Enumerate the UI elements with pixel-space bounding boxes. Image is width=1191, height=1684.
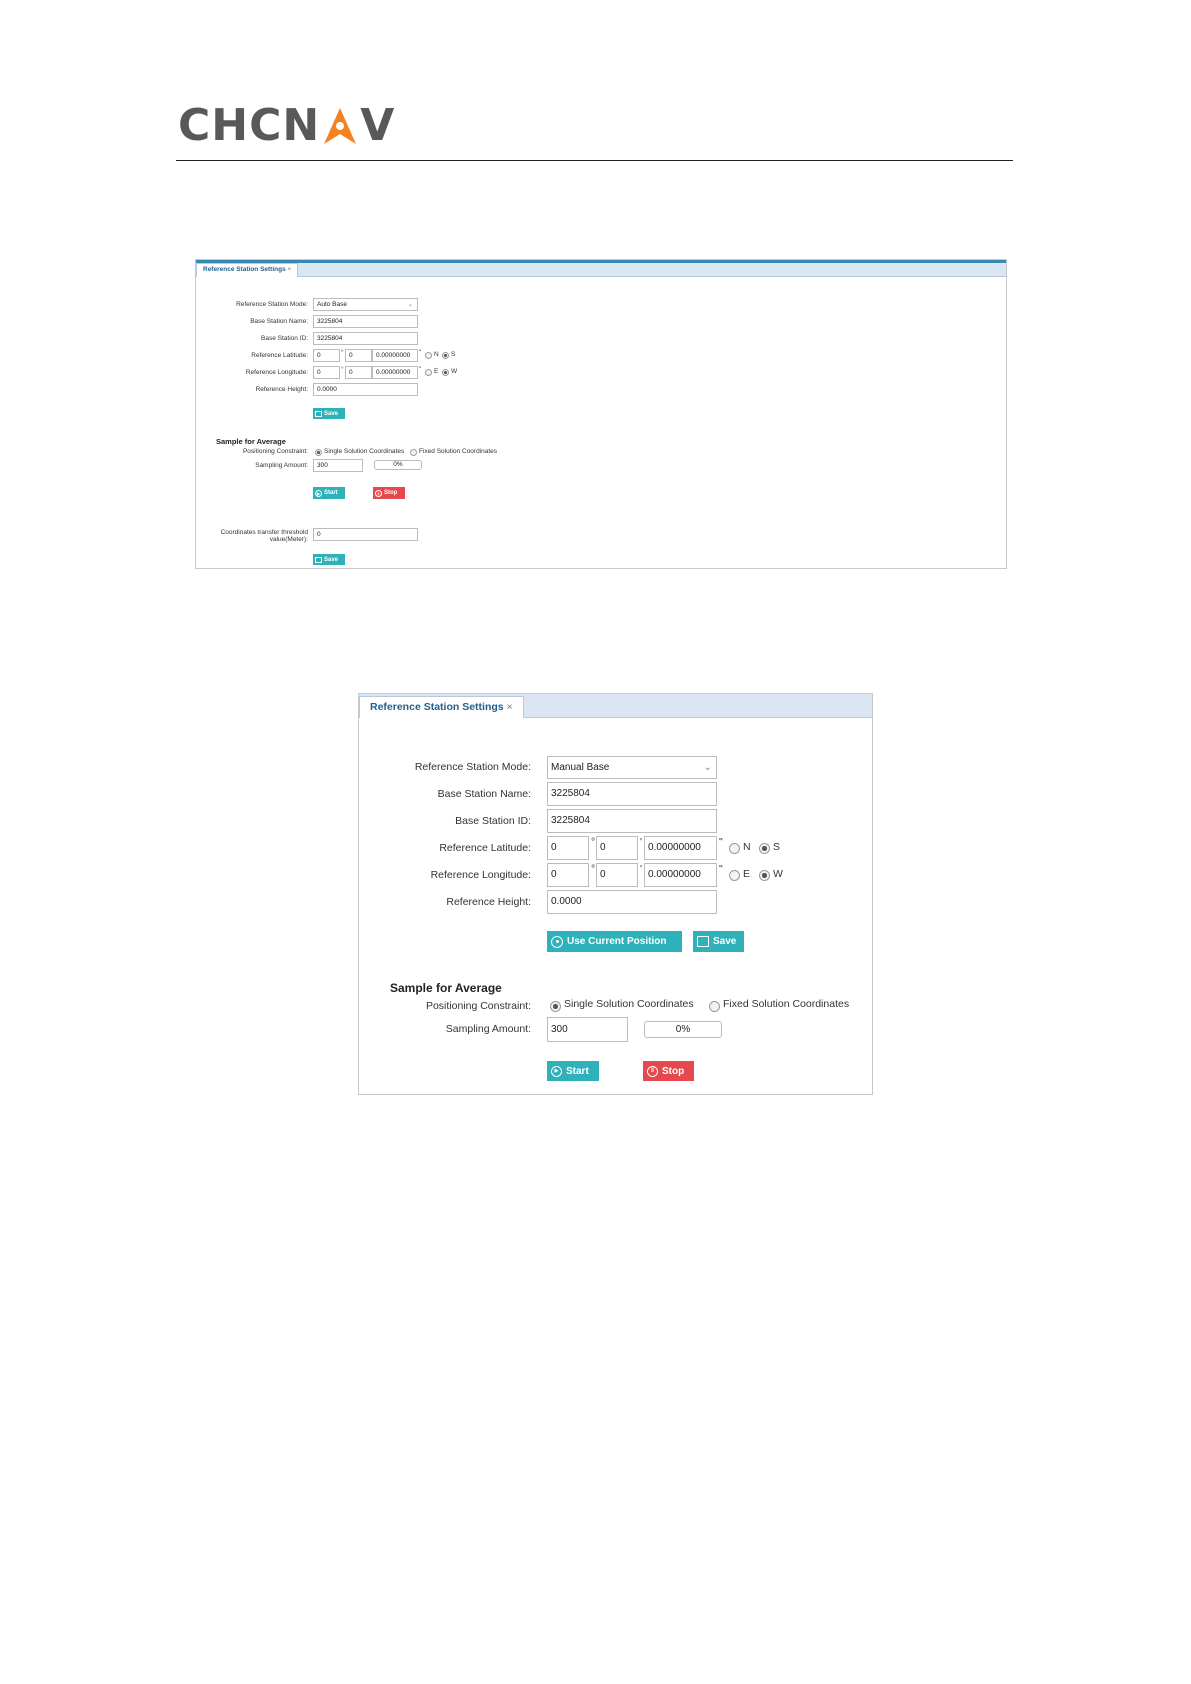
- single-solution-radio[interactable]: [315, 449, 322, 456]
- latitude-degrees-input[interactable]: 0: [547, 836, 589, 860]
- sampling-progress: 0%: [374, 460, 422, 470]
- location-pin-icon: [551, 936, 563, 948]
- south-label: S: [773, 841, 781, 853]
- longitude-minutes-input[interactable]: 0: [345, 366, 372, 379]
- east-label: E: [434, 368, 439, 375]
- id-label: Base Station ID:: [455, 815, 531, 827]
- threshold-label: Coordinates transfer threshold value(Meter):: [220, 529, 308, 543]
- save-icon: [315, 557, 322, 563]
- reference-height-input[interactable]: 0.0000: [547, 890, 717, 914]
- east-radio[interactable]: [425, 369, 432, 376]
- south-label: S: [451, 351, 456, 358]
- tab-title: Reference Station Settings: [370, 701, 504, 713]
- longitude-label: Reference Longitude:: [245, 369, 308, 376]
- play-icon: ▶: [316, 490, 321, 496]
- west-label: W: [773, 868, 783, 880]
- north-label: N: [743, 841, 751, 853]
- fixed-solution-radio[interactable]: [410, 449, 417, 456]
- tab-close-icon[interactable]: ×: [287, 266, 292, 273]
- chevron-down-icon: ⌄: [703, 762, 712, 773]
- mode-select[interactable]: [547, 756, 717, 779]
- constraint-label: Positioning Constraint:: [425, 1000, 531, 1012]
- logo-text-right: V: [360, 100, 396, 151]
- west-label: W: [451, 368, 458, 375]
- pause-icon: ‖: [647, 1066, 658, 1077]
- reference-height-input[interactable]: 0.0000: [313, 383, 418, 396]
- single-solution-label: Single Solution Coordinates: [564, 998, 694, 1010]
- sample-heading: Sample for Average: [390, 981, 502, 995]
- latitude-label: Reference Latitude:: [439, 842, 531, 854]
- settings-panel-auto-base: Reference Station Settings × Reference Station Mode: Auto Base ⌄ Base Station Name: 3225804 Base Station ID: 3225804 Reference Latitude: 0 ° 0 0.00000000 " N S Reference Longitude: 0 ° 0 0.00000000 " E W Reference Height: 0.0000 Save Sample for Average Positioning Constraint: Single Solution Coordinates Fixed Solution Coordinates Sampling Amount: 300 0% ▶ Start ‖ Stop Coordinates transfer threshold value(Meter): 0 Save: [195, 259, 1007, 569]
- east-label: E: [743, 868, 751, 880]
- latitude-degrees-input[interactable]: 0: [313, 349, 340, 362]
- mode-value: Manual Base: [551, 762, 610, 773]
- tab-title: Reference Station Settings: [203, 266, 286, 273]
- sampling-amount-input[interactable]: 300: [313, 459, 363, 472]
- tab-reference-station-settings[interactable]: [196, 263, 298, 277]
- constraint-label: Positioning Constraint:: [242, 448, 308, 455]
- stop-button[interactable]: ‖ Stop: [643, 1061, 694, 1081]
- logo-text-left: CHCN: [178, 100, 321, 151]
- save-threshold-button[interactable]: Save: [313, 554, 345, 565]
- north-label: N: [434, 351, 439, 358]
- latitude-minutes-input[interactable]: 0: [345, 349, 372, 362]
- start-button[interactable]: ▶ Start: [547, 1061, 599, 1081]
- west-radio[interactable]: [759, 870, 770, 881]
- base-station-id-input[interactable]: 3225804: [547, 809, 717, 833]
- longitude-degrees-input[interactable]: 0: [313, 366, 340, 379]
- longitude-seconds-input[interactable]: 0.00000000: [372, 366, 418, 379]
- name-label: Base Station Name:: [437, 788, 531, 800]
- base-station-id-input[interactable]: 3225804: [313, 332, 418, 345]
- fixed-solution-label: Fixed Solution Coordinates: [419, 448, 498, 455]
- id-label: Base Station ID:: [261, 335, 308, 342]
- east-radio[interactable]: [729, 870, 740, 881]
- tab-bar: [196, 260, 1006, 277]
- height-label: Reference Height:: [255, 386, 308, 393]
- fixed-solution-label: Fixed Solution Coordinates: [723, 998, 850, 1010]
- height-label: Reference Height:: [446, 896, 531, 908]
- single-solution-label: Single Solution Coordinates: [324, 448, 405, 455]
- latitude-seconds-input[interactable]: 0.00000000: [372, 349, 418, 362]
- save-button[interactable]: Save: [313, 408, 345, 419]
- base-station-name-input[interactable]: 3225804: [547, 782, 717, 806]
- single-solution-radio[interactable]: [550, 1001, 561, 1012]
- mode-value: Auto Base: [317, 301, 347, 308]
- save-button[interactable]: Save: [693, 931, 744, 952]
- header-divider: [176, 160, 1013, 161]
- sample-heading: Sample for Average: [216, 437, 286, 446]
- north-radio[interactable]: [729, 843, 740, 854]
- latitude-minutes-input[interactable]: 0: [596, 836, 638, 860]
- sampling-amount-input[interactable]: 300: [547, 1017, 628, 1042]
- longitude-minutes-input[interactable]: 0: [596, 863, 638, 887]
- pause-icon: ‖: [375, 490, 382, 497]
- chevron-down-icon: ⌄: [407, 301, 413, 308]
- chcnav-logo: [178, 100, 396, 151]
- base-station-name-input[interactable]: 3225804: [313, 315, 418, 328]
- name-label: Base Station Name:: [250, 318, 308, 325]
- tab-reference-station-settings[interactable]: [359, 696, 524, 718]
- south-radio[interactable]: [759, 843, 770, 854]
- longitude-degrees-input[interactable]: 0: [547, 863, 589, 887]
- save-icon: [697, 936, 709, 947]
- sampling-label: Sampling Amount:: [255, 462, 308, 469]
- mode-label: Reference Station Mode:: [236, 301, 308, 308]
- longitude-seconds-input[interactable]: 0.00000000: [644, 863, 717, 887]
- sampling-label: Sampling Amount:: [445, 1023, 531, 1035]
- west-radio[interactable]: [442, 369, 449, 376]
- south-radio[interactable]: [442, 352, 449, 359]
- mode-label: Reference Station Mode:: [414, 761, 531, 773]
- use-current-position-button[interactable]: Use Current Position: [547, 931, 682, 952]
- play-icon: ▶: [551, 1066, 562, 1077]
- threshold-input[interactable]: 0: [313, 528, 418, 541]
- latitude-label: Reference Latitude:: [251, 352, 308, 359]
- settings-panel-manual-base: Reference Station Settings × Reference Station Mode: Manual Base ⌄ Base Station Name: 3225804 Base Station ID: 3225804 Reference Latitude: 0 ° 0 ' 0.00000000 " N S Reference Longitude: 0 ° 0 ' 0.00000000 " E W Reference Height: 0.0000 Use Current Position Save Sample for Average Positioning Constraint: Single Solution Coordinates Fixed Solution Coordinates Sampling Amount: 300 0% ▶ Start ‖ Stop: [358, 693, 873, 1095]
- fixed-solution-radio[interactable]: [709, 1001, 720, 1012]
- save-icon: [315, 411, 322, 417]
- sampling-progress: 0%: [644, 1021, 722, 1038]
- stop-button[interactable]: ‖ Stop: [373, 487, 405, 499]
- logo-pin-icon: [322, 106, 358, 146]
- longitude-label: Reference Longitude:: [430, 869, 531, 881]
- mode-select[interactable]: [313, 298, 418, 311]
- start-button[interactable]: ▶ Start: [313, 487, 345, 499]
- north-radio[interactable]: [425, 352, 432, 359]
- latitude-seconds-input[interactable]: 0.00000000: [644, 836, 717, 860]
- tab-bar: [359, 694, 872, 718]
- tab-close-icon[interactable]: ×: [506, 701, 513, 713]
